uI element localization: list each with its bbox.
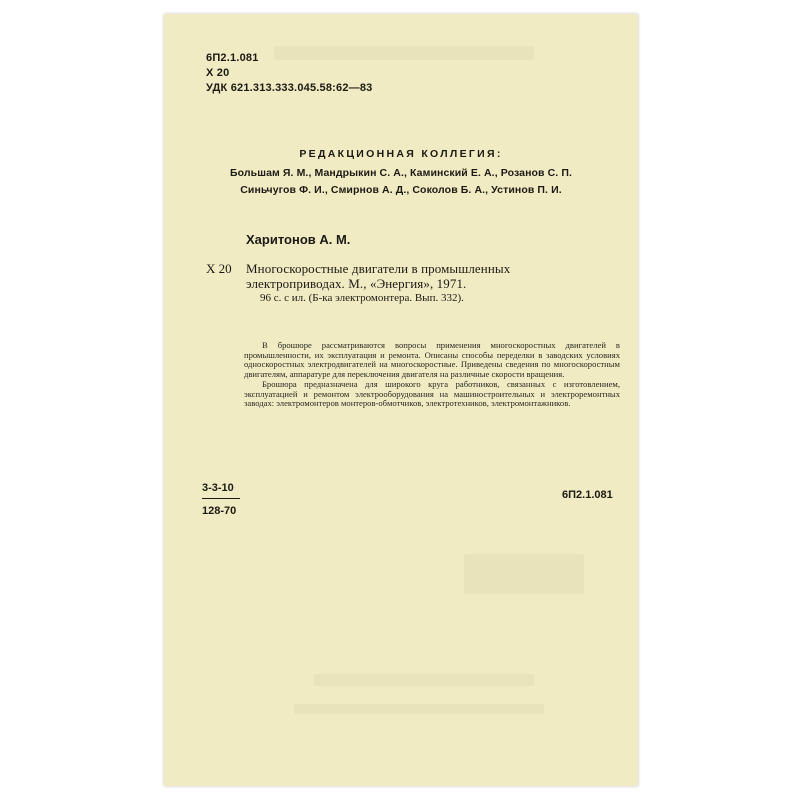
footer-classification-code: 6П2.1.081 xyxy=(562,489,613,501)
book-title-line: электроприводах. М., «Энергия», 1971. xyxy=(246,276,467,291)
price-index-denominator: 128-70 xyxy=(202,505,237,517)
show-through-mark xyxy=(294,704,544,714)
abstract xyxy=(244,341,620,409)
book-title-line: Многоскоростные двигатели в промышленных xyxy=(246,261,511,276)
editorial-board-line: Синьчугов Ф. И., Смирнов А. Д., Соколов Б. А., Устинов П. И. xyxy=(240,184,562,196)
fraction-rule xyxy=(202,498,240,499)
editorial-board-line: Большам Я. М., Мандрыкин С. А., Каминский Е. А., Розанов С. П. xyxy=(230,167,572,179)
editorial-board-heading: РЕДАКЦИОННАЯ КОЛЛЕГИЯ: xyxy=(299,148,503,160)
show-through-mark xyxy=(314,674,534,686)
abstract-paragraph: В брошюре рассматриваются вопросы применения многоскоростных двигателей в промышленности, их эксплуатация и ремонта. Описаны способы переделки в заводских условиях односкоростных электродвигателей на многоскоростные. Приведены сведения по многоскоростным двигателям, аппаратуре для переключения двигателя на различные скорости вращения. xyxy=(244,340,620,380)
udc-code: УДК 621.313.333.045.58:62—83 xyxy=(206,82,373,94)
bibliographic-code: Х 20 xyxy=(206,261,232,276)
pages-series: 96 с. с ил. (Б-ка электромонтера. Вып. 332). xyxy=(260,292,464,304)
classification-code: 6П2.1.081 xyxy=(206,52,259,64)
show-through-mark xyxy=(464,554,584,594)
show-through-mark xyxy=(274,46,534,60)
document-page xyxy=(164,14,638,786)
price-index-numerator: 3-3-10 xyxy=(202,482,234,494)
author-code: Х 20 xyxy=(206,67,230,79)
abstract-paragraph: Брошюра предназначена для широкого круга работников, связанных с изготовлением, эксплуатацией и ремонтом электрооборудования на машиностроительных и электроремонтных заводах: электромонтеров монтеров-обмотчиков, электротехников, электромонтажников. xyxy=(244,378,620,409)
author-name: Харитонов А. М. xyxy=(246,232,351,247)
